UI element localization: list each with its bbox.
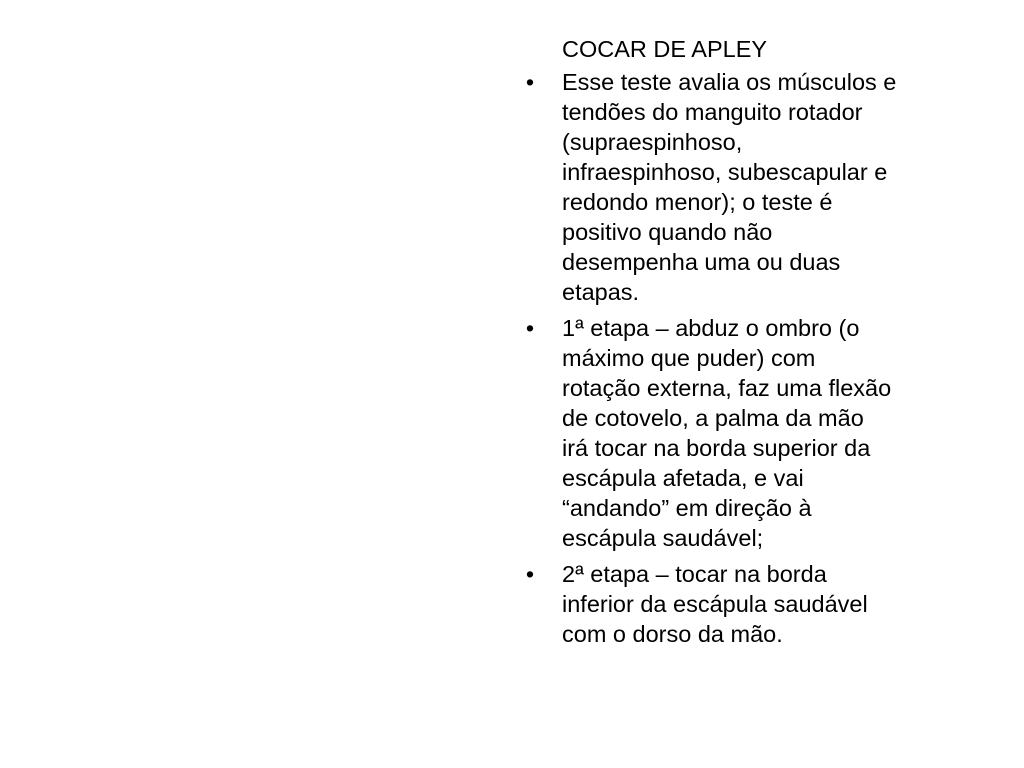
bullet-dot-icon: •	[525, 69, 535, 95]
bullet-line: escápula saudável;	[562, 525, 764, 551]
bullet-line: infraespinhoso, subescapular e	[562, 159, 888, 185]
slide-text-box	[520, 34, 970, 655]
bullet-item	[520, 559, 970, 649]
bullet-dot-icon: •	[525, 561, 535, 587]
bullet-line: com o dorso da mão.	[562, 621, 783, 647]
bullet-line: positivo quando não	[562, 219, 773, 245]
bullet-line: 2ª etapa – tocar na borda	[562, 561, 827, 587]
bullet-line: Esse teste avalia os músculos e	[562, 69, 897, 95]
bullet-line: tendões do manguito rotador	[562, 99, 863, 125]
bullet-line: máximo que puder) com	[562, 345, 816, 371]
bullet-item	[520, 313, 970, 553]
bullet-line: 1ª etapa – abduz o ombro (o	[562, 315, 860, 341]
bullet-line: escápula afetada, e vai	[562, 465, 804, 491]
bullet-line: “andando” em direção à	[562, 495, 812, 521]
bullet-line: inferior da escápula saudável	[562, 591, 868, 617]
slide-heading: COCAR DE APLEY	[562, 36, 768, 62]
bullet-line: (supraespinhoso,	[562, 129, 743, 155]
bullet-line: etapas.	[562, 279, 640, 305]
bullet-line: rotação externa, faz uma flexão	[562, 375, 892, 401]
bullet-line: irá tocar na borda superior da	[562, 435, 871, 461]
bullet-dot-icon: •	[525, 315, 535, 341]
bullet-item	[520, 67, 970, 307]
bullet-list	[520, 67, 970, 649]
bullet-line: desempenha uma ou duas	[562, 249, 841, 275]
bullet-line: de cotovelo, a palma da mão	[562, 405, 864, 431]
bullet-line: redondo menor); o teste é	[562, 189, 833, 215]
